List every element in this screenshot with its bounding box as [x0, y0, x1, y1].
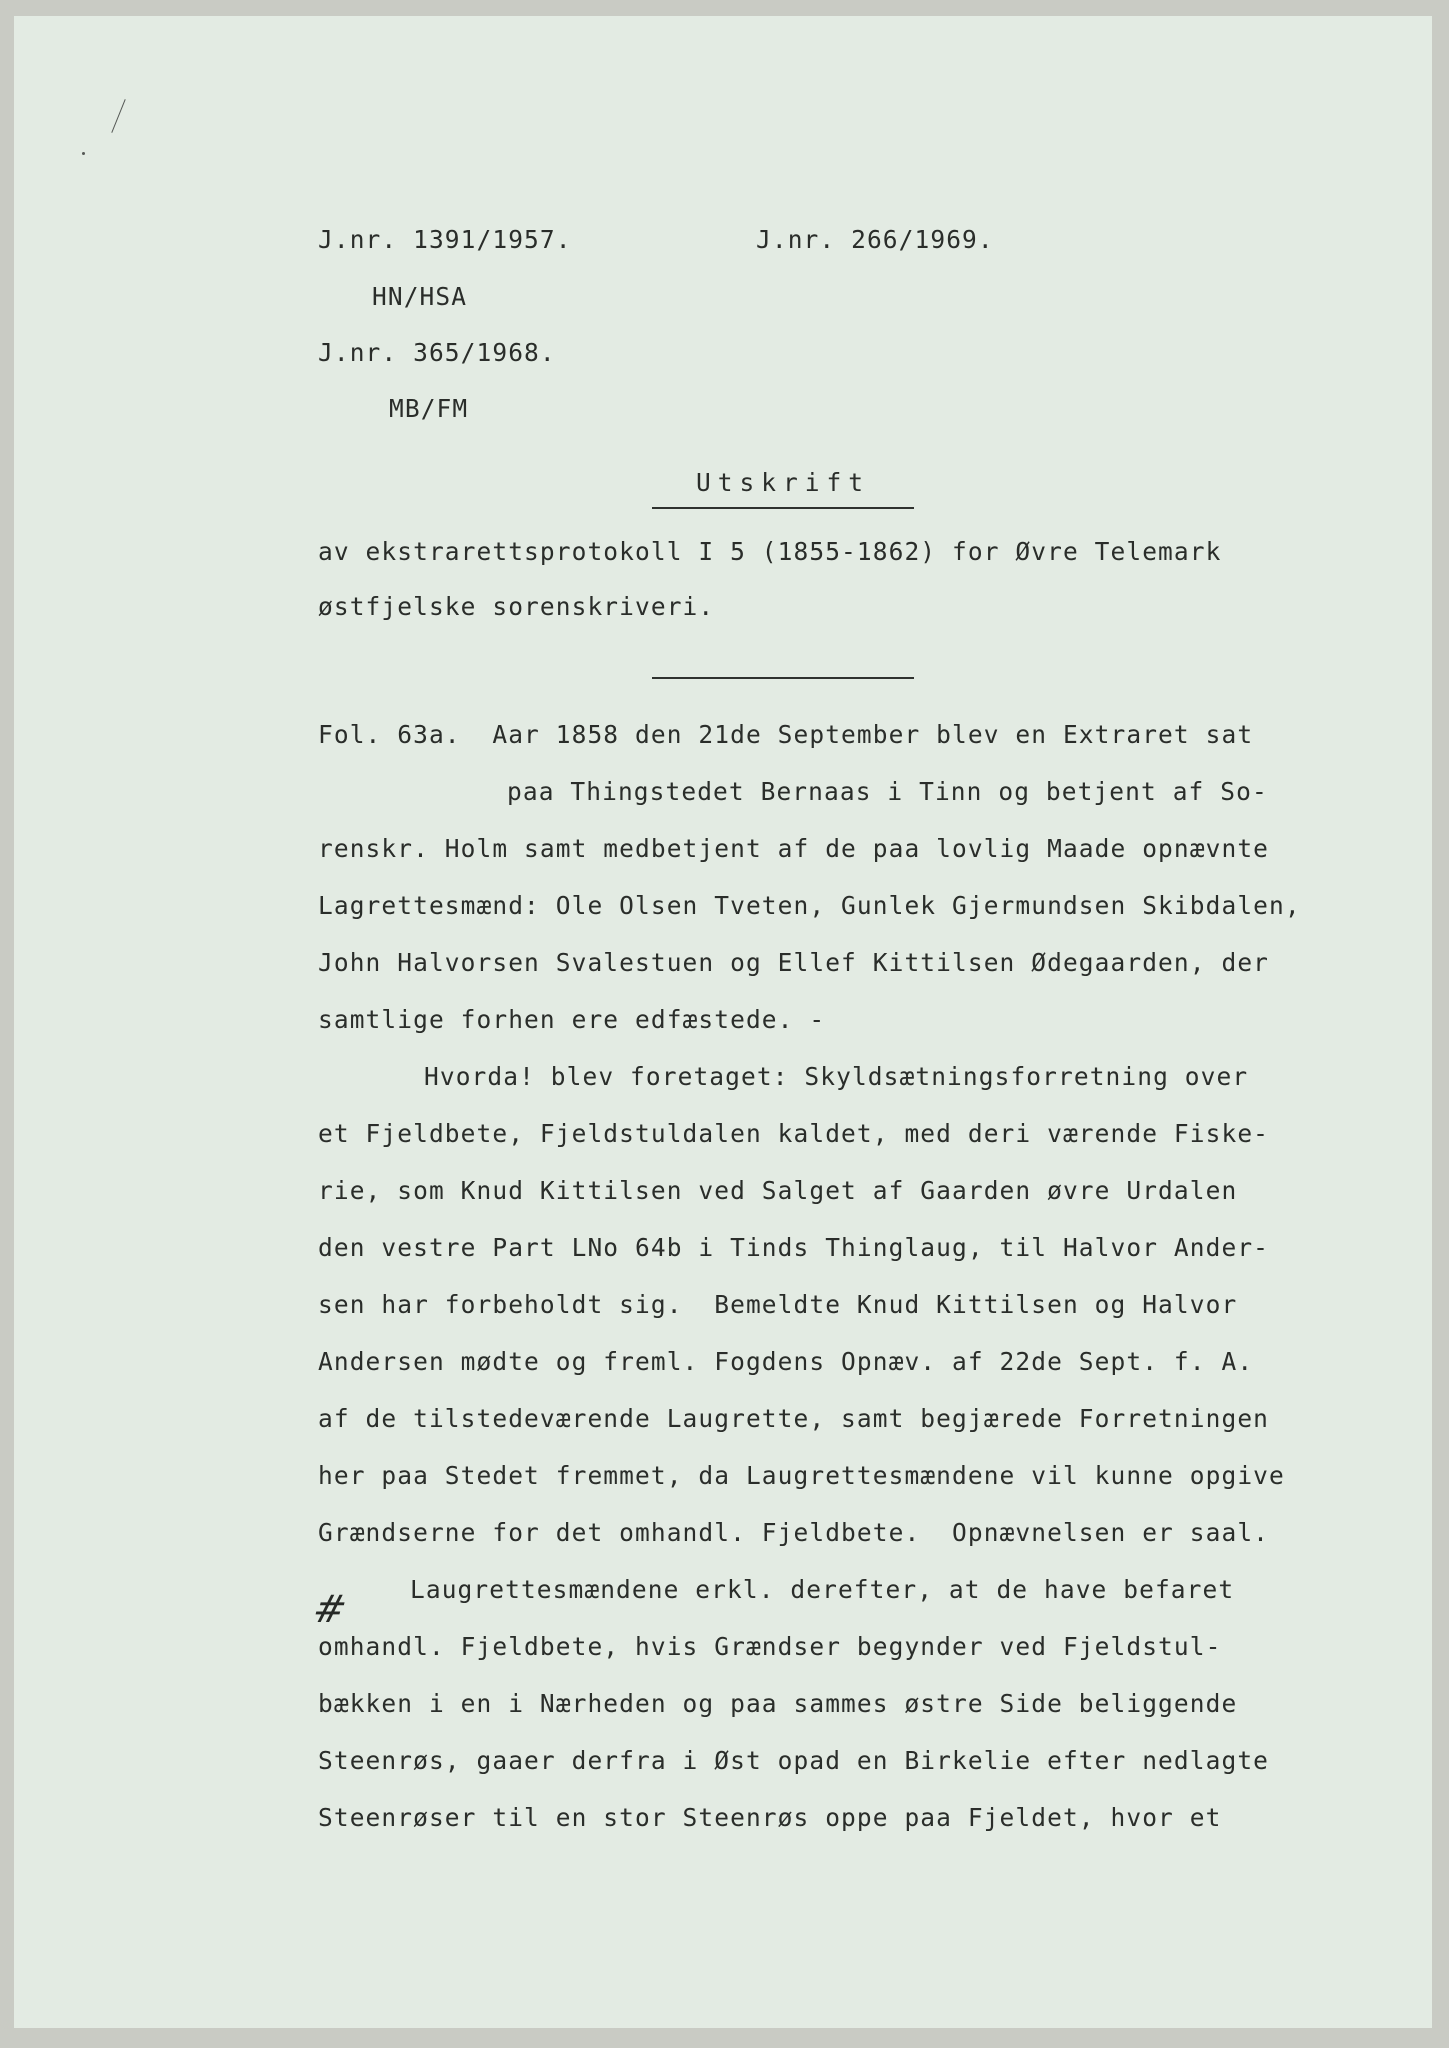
- body-line: her paa Stedet fremmet, da Laugrettesmændene vil kunne opgive: [318, 1461, 1285, 1490]
- body-line: Laugrettesmændene erkl. derefter, at de have befaret: [410, 1575, 1235, 1604]
- subtitle-line-1: av ekstrarettsprotokoll I 5 (1855-1862) for Øvre Telemark: [318, 537, 1222, 566]
- body-line: samtlige forhen ere edfæstede. -: [318, 1005, 826, 1034]
- body-line: Lagrettesmænd: Ole Olsen Tveten, Gunlek Gjermundsen Skibdalen,: [318, 891, 1301, 920]
- margin-tick: [111, 99, 125, 133]
- body-line: bækken i en i Nærheden og paa sammes østre Side beliggende: [318, 1689, 1238, 1718]
- body-line: af de tilstedeværende Laugrette, samt begjærede Forretningen: [318, 1404, 1270, 1433]
- title-underline: [652, 507, 914, 509]
- section-divider: [652, 677, 914, 679]
- initials-1: HN/HSA: [372, 282, 468, 311]
- body-line: Andersen mødte og freml. Fogdens Opnæv. af 22de Sept. f. A.: [318, 1347, 1254, 1376]
- reference-number-1: J.nr. 1391/1957.: [318, 225, 572, 254]
- body-line: rie, som Knud Kittilsen ved Salget af Gaarden øvre Urdalen: [318, 1176, 1238, 1205]
- margin-dot: [82, 152, 85, 155]
- body-line: Hvorda! blev foretaget: Skyldsætningsforretning over: [424, 1062, 1249, 1091]
- reference-number-3: J.nr. 365/1968.: [318, 338, 556, 367]
- body-line: Steenrøser til en stor Steenrøs oppe paa Fjeldet, hvor et: [318, 1803, 1222, 1832]
- body-line: paa Thingstedet Bernaas i Tinn og betjent af So-: [507, 777, 1268, 806]
- reference-number-2: J.nr. 266/1969.: [756, 225, 994, 254]
- body-line: sen har forbeholdt sig. Bemeldte Knud Kittilsen og Halvor: [318, 1290, 1238, 1319]
- body-line: John Halvorsen Svalestuen og Ellef Kittilsen Ødegaarden, der: [318, 948, 1270, 977]
- body-line: renskr. Holm samt medbetjent af de paa lovlig Maade opnævnte: [318, 834, 1270, 863]
- document-page: [14, 16, 1432, 2028]
- document-title: Utskrift: [695, 468, 870, 497]
- body-line: omhandl. Fjeldbete, hvis Grændser begynder ved Fjeldstul-: [318, 1632, 1222, 1661]
- body-line: den vestre Part LNo 64b i Tinds Thinglaug, til Halvor Ander-: [318, 1233, 1270, 1262]
- subtitle-line-2: østfjelske sorenskriveri.: [318, 592, 715, 621]
- initials-2: MB/FM: [389, 394, 469, 423]
- body-line: Grændserne for det omhandl. Fjeldbete. Opnævnelsen er saal.: [318, 1518, 1270, 1547]
- body-line: Steenrøs, gaaer derfra i Øst opad en Birkelie efter nedlagte: [318, 1746, 1270, 1775]
- body-line: Fol. 63a. Aar 1858 den 21de September blev en Extraret sat: [318, 720, 1254, 749]
- margin-hash-mark: #: [308, 1587, 352, 1631]
- body-line: et Fjeldbete, Fjeldstuldalen kaldet, med deri værende Fiske-: [318, 1119, 1270, 1148]
